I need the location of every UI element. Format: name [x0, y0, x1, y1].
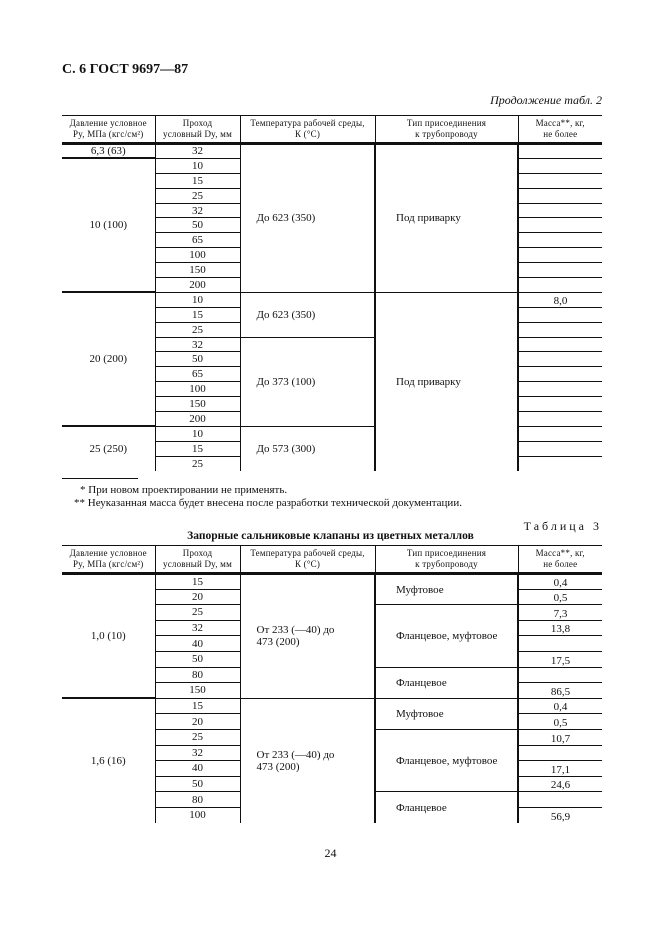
col-temp	[240, 116, 375, 144]
dy-cell: 15	[155, 307, 240, 322]
mass-cell	[518, 144, 602, 159]
table-row	[62, 292, 602, 307]
dy-cell: 25	[155, 188, 240, 203]
dy-cell: 32	[155, 745, 240, 761]
col-label: К (°С)	[294, 129, 321, 139]
temperature-cell: До 373 (100)	[240, 337, 375, 426]
dy-cell: 100	[155, 807, 240, 823]
col-label: Проход	[182, 548, 213, 558]
mass-cell	[518, 307, 602, 322]
col-temp	[240, 546, 375, 574]
col-label: Температура рабочей среды,	[250, 548, 365, 558]
temperature-cell: До 623 (350)	[240, 144, 375, 293]
mass-cell: 0,5	[518, 714, 602, 730]
dy-cell: 200	[155, 278, 240, 293]
mass-cell	[518, 263, 602, 278]
col-label: Py, МПа (кгс/см²)	[72, 559, 144, 569]
col-label: к трубопроводу	[415, 129, 478, 139]
col-label: не более	[543, 129, 578, 139]
dy-cell: 50	[155, 218, 240, 233]
mass-cell	[518, 278, 602, 293]
dy-cell: 15	[155, 441, 240, 456]
dy-cell: 150	[155, 397, 240, 412]
dy-cell: 32	[155, 620, 240, 636]
connection-type-cell: Фланцевое	[375, 667, 518, 698]
col-dy	[155, 546, 240, 574]
mass-cell	[518, 456, 602, 471]
connection-type-cell: Муфтовое	[375, 574, 518, 605]
col-dy	[155, 116, 240, 144]
page-header: С. 6 ГОСТ 9697—87	[62, 62, 189, 77]
mass-cell	[518, 441, 602, 456]
mass-cell	[518, 382, 602, 397]
col-label: Давление условное	[69, 548, 147, 558]
dy-cell: 65	[155, 367, 240, 382]
col-label: не более	[543, 559, 578, 569]
mass-cell	[518, 426, 602, 441]
dy-cell: 20	[155, 714, 240, 730]
pressure-cell: 10 (100)	[62, 158, 155, 292]
table-header-row	[62, 116, 602, 144]
dy-cell: 32	[155, 144, 240, 159]
col-label: Давление условное	[69, 118, 147, 128]
col-label: условный Dy, мм	[163, 559, 232, 569]
mass-cell	[518, 173, 602, 188]
col-label: к трубопроводу	[415, 559, 478, 569]
temperature-cell: До 623 (350)	[240, 292, 375, 337]
mass-cell: 8,0	[518, 292, 602, 307]
dy-cell: 20	[155, 589, 240, 605]
mass-cell	[518, 792, 602, 808]
col-label: К (°С)	[294, 559, 321, 569]
mass-cell: 0,4	[518, 574, 602, 590]
col-label: Температура рабочей среды,	[250, 118, 365, 128]
dy-cell: 32	[155, 337, 240, 352]
dy-cell: 150	[155, 263, 240, 278]
dy-cell: 15	[155, 574, 240, 590]
page-number: 24	[324, 846, 337, 860]
col-label: Тип присоединения	[406, 118, 487, 128]
dy-cell: 15	[155, 173, 240, 188]
dy-cell: 40	[155, 636, 240, 652]
col-label: Масса**, кг,	[535, 118, 585, 128]
col-type	[375, 116, 518, 144]
mass-cell	[518, 337, 602, 352]
dy-cell: 80	[155, 792, 240, 808]
dy-cell: 25	[155, 605, 240, 621]
dy-cell: 25	[155, 322, 240, 337]
pressure-cell: 25 (250)	[62, 426, 155, 471]
mass-cell	[518, 667, 602, 683]
table-continuation-label: Продолжение табл. 2	[490, 93, 602, 107]
connection-type-cell: Фланцевое	[375, 792, 518, 823]
mass-cell: 17,5	[518, 651, 602, 667]
col-mass	[518, 116, 602, 144]
table-3-number: Таблица 3	[523, 519, 602, 533]
table-2	[62, 115, 602, 471]
mass-cell	[518, 367, 602, 382]
dy-cell: 40	[155, 761, 240, 777]
pressure-cell: 1,6 (16)	[62, 698, 155, 823]
dy-cell: 10	[155, 158, 240, 173]
dy-cell: 150	[155, 683, 240, 699]
table-row	[62, 574, 602, 590]
dy-cell: 25	[155, 729, 240, 745]
dy-cell: 100	[155, 382, 240, 397]
mass-cell	[518, 233, 602, 248]
table-body	[62, 144, 602, 472]
mass-cell	[518, 158, 602, 173]
temperature-cell: От 233 (—40) до 473 (200)	[240, 574, 375, 699]
mass-cell: 0,5	[518, 589, 602, 605]
table-body	[62, 574, 602, 824]
dy-cell: 80	[155, 667, 240, 683]
col-label: Py, МПа (кгс/см²)	[72, 129, 144, 139]
dy-cell: 10	[155, 426, 240, 441]
mass-cell: 17,1	[518, 761, 602, 777]
connection-type-cell: Под приварку	[375, 292, 518, 471]
col-mass	[518, 546, 602, 574]
mass-cell: 0,4	[518, 698, 602, 714]
connection-type-cell: Муфтовое	[375, 698, 518, 729]
dy-cell: 15	[155, 698, 240, 714]
mass-cell	[518, 397, 602, 412]
mass-cell	[518, 412, 602, 427]
dy-cell: 10	[155, 292, 240, 307]
connection-type-cell: Фланцевое, муфтовое	[375, 605, 518, 667]
mass-cell	[518, 218, 602, 233]
dy-cell: 50	[155, 776, 240, 792]
col-type	[375, 546, 518, 574]
mass-cell	[518, 188, 602, 203]
mass-cell: 10,7	[518, 729, 602, 745]
col-label: условный Dy, мм	[163, 129, 232, 139]
dy-cell: 50	[155, 352, 240, 367]
mass-cell	[518, 203, 602, 218]
table-3	[62, 545, 602, 823]
footnote-1: * При новом проектировании не применять.	[80, 484, 288, 496]
pressure-cell: 20 (200)	[62, 292, 155, 426]
dy-cell: 50	[155, 651, 240, 667]
mass-cell	[518, 322, 602, 337]
temperature-cell: До 573 (300)	[240, 426, 375, 471]
dy-cell: 200	[155, 412, 240, 427]
dy-cell: 32	[155, 203, 240, 218]
mass-cell: 56,9	[518, 807, 602, 823]
dy-cell: 65	[155, 233, 240, 248]
mass-cell: 24,6	[518, 776, 602, 792]
mass-cell	[518, 636, 602, 652]
col-label: Проход	[182, 118, 213, 128]
col-pressure	[62, 546, 155, 574]
mass-cell: 13,8	[518, 620, 602, 636]
table-row	[62, 698, 602, 714]
table-header-row	[62, 546, 602, 574]
footnote-2: ** Неуказанная масса будет внесена после разработки технической документации.	[74, 497, 462, 509]
footnote-divider	[62, 478, 138, 479]
mass-cell	[518, 745, 602, 761]
connection-type-cell: Под приварку	[375, 144, 518, 293]
mass-cell: 7,3	[518, 605, 602, 621]
mass-cell: 86,5	[518, 683, 602, 699]
dy-cell: 100	[155, 248, 240, 263]
dy-cell: 25	[155, 456, 240, 471]
table-row	[62, 426, 602, 441]
col-pressure	[62, 116, 155, 144]
pressure-cell: 1,0 (10)	[62, 574, 155, 699]
col-label: Масса**, кг,	[535, 548, 585, 558]
table-row	[62, 144, 602, 159]
temperature-cell: От 233 (—40) до 473 (200)	[240, 698, 375, 823]
col-label: Тип присоединения	[406, 548, 487, 558]
connection-type-cell: Фланцевое, муфтовое	[375, 729, 518, 791]
mass-cell	[518, 248, 602, 263]
mass-cell	[518, 352, 602, 367]
table-3-title: Запорные сальниковые клапаны из цветных металлов	[187, 530, 474, 542]
pressure-cell: 6,3 (63)	[62, 144, 155, 159]
